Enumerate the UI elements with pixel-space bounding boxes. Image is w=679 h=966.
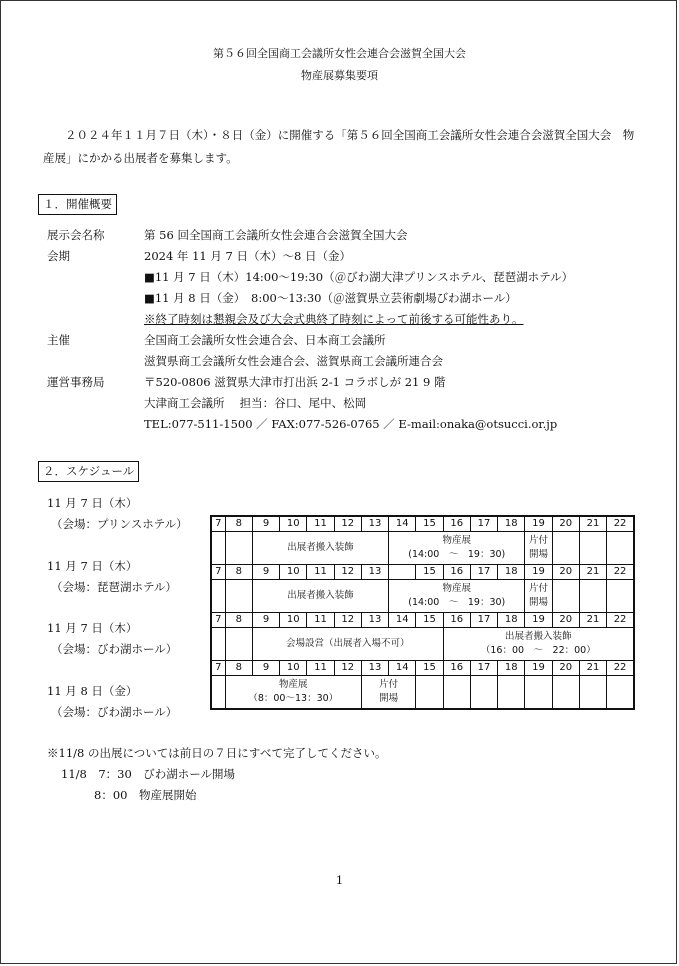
hour-cell: 12 [334, 565, 361, 580]
cleanup-label: 片付 [528, 583, 548, 594]
hour-cell: 21 [579, 661, 606, 676]
hour-cell: 18 [498, 565, 525, 580]
document-title: 第５６回全国商工会議所女性会連合会滋賀全国大会 [213, 47, 466, 60]
hour-cell: 17 [470, 613, 497, 628]
value-period-note: ※終了時刻は懇親会及び大会式典終了時刻によって前後する可能性あり。 [144, 312, 524, 326]
block2-venue: （会場：琵琶湖ホテル） [51, 580, 177, 594]
schedule-row-4 [211, 676, 634, 710]
hour-cell: 11 [307, 613, 334, 628]
cleanup-label: 片付 [528, 535, 548, 546]
document-subtitle: 物産展募集要項 [301, 69, 378, 82]
empty-slot [579, 580, 606, 613]
note-line-2: 11/8 7：30 びわ湖ホール開場 [61, 767, 236, 781]
cleanup-slot [525, 532, 552, 565]
hour-cell: 19 [525, 613, 552, 628]
schedule-row-2 [211, 580, 634, 613]
hour-cell: 8 [225, 565, 252, 580]
empty-slot [552, 532, 579, 565]
empty-slot [579, 532, 606, 565]
hour-cell: 7 [211, 613, 225, 628]
event-slot [389, 532, 525, 565]
hour-cell: 10 [280, 661, 307, 676]
value-organizer-1: 全国商工会議所女性会連合会、日本商工会議所 [144, 333, 386, 347]
hour-cell: 11 [307, 661, 334, 676]
empty-slot [416, 676, 443, 710]
value-office-address: 〒520-0806 滋賀県大津市打出浜 2-1 コラボしが 21 9 階 [144, 375, 446, 389]
event-label: 物産展 [278, 679, 308, 690]
setup-slot: 出展者搬入装飾 [252, 532, 388, 565]
hour-cell: 15 [416, 565, 443, 580]
hour-cell: 19 [525, 516, 552, 532]
hour-cell: 16 [443, 565, 470, 580]
empty-slot [225, 532, 252, 565]
empty-slot [225, 580, 252, 613]
hour-cell: 22 [607, 661, 634, 676]
hour-cell: 22 [607, 516, 634, 532]
hour-cell: 22 [607, 613, 634, 628]
hour-cell: 9 [252, 516, 279, 532]
cleanup-slot [525, 580, 552, 613]
empty-slot [607, 580, 634, 613]
value-period-day1: ■11 月 7 日（木）14:00～19:30（＠びわ湖大津プリンスホテル、琵琶湖ホテル） [144, 270, 574, 284]
hour-cell: 20 [552, 613, 579, 628]
hour-cell: 21 [579, 613, 606, 628]
hour-cell: 9 [252, 613, 279, 628]
value-period-dates: 2024 年 11 月 7 日（木）～8 日（金） [144, 249, 351, 263]
event-slot [389, 580, 525, 613]
cleanup-label: 片付 [379, 679, 399, 690]
empty-slot [225, 628, 252, 661]
empty-slot [525, 676, 552, 710]
hour-cell-empty [389, 565, 416, 580]
hour-cell: 12 [334, 661, 361, 676]
hour-cell: 13 [361, 661, 388, 676]
hour-cell: 8 [225, 661, 252, 676]
hours-row-1 [211, 516, 634, 532]
hour-cell: 8 [225, 613, 252, 628]
setup-slot: 会場設営（出展者入場不可） [252, 628, 443, 661]
empty-slot [579, 676, 606, 710]
hour-cell: 11 [307, 516, 334, 532]
value-office-contact: 大津商工会議所 担当：谷口、尾中、松岡 [144, 396, 367, 410]
hour-cell: 7 [211, 661, 225, 676]
hour-cell: 18 [498, 613, 525, 628]
hour-cell: 14 [389, 661, 416, 676]
hour-cell: 17 [470, 516, 497, 532]
value-organizer-2: 滋賀県商工会議所女性会連合会、滋賀県商工会議所連合会 [144, 354, 443, 368]
section2-heading: ２．スケジュール [38, 461, 139, 482]
empty-slot [470, 676, 497, 710]
hour-cell: 8 [225, 516, 252, 532]
hour-cell: 22 [607, 565, 634, 580]
label-organizer: 主催 [47, 333, 70, 347]
event-slot [225, 676, 361, 710]
empty-slot [211, 580, 225, 613]
empty-slot [211, 532, 225, 565]
note-line-1: ※11/8 の出展については前日の７日にすべて完了してください。 [47, 746, 387, 760]
schedule-row-1 [211, 532, 634, 565]
hour-cell: 15 [416, 661, 443, 676]
hour-cell: 16 [443, 661, 470, 676]
hour-cell: 11 [307, 565, 334, 580]
hour-cell: 7 [211, 565, 225, 580]
open-label: 開場 [528, 549, 548, 560]
hour-cell: 7 [211, 516, 225, 532]
block2-date: 11 月 7 日（木） [47, 559, 138, 573]
empty-slot [443, 676, 470, 710]
hour-cell: 14 [389, 516, 416, 532]
block1-venue: （会場：プリンスホテル） [51, 517, 188, 531]
hour-cell: 19 [525, 565, 552, 580]
label-office: 運営事務局 [47, 375, 105, 389]
block1-date: 11 月 7 日（木） [47, 496, 138, 510]
hour-cell: 19 [525, 661, 552, 676]
hour-cell: 16 [443, 613, 470, 628]
event-label: 物産展 [442, 583, 471, 594]
empty-slot [498, 676, 525, 710]
schedule-row-3 [211, 628, 634, 661]
note-line-3: 8：00 物産展開始 [94, 788, 197, 802]
hour-cell: 15 [416, 613, 443, 628]
hour-cell: 15 [416, 516, 443, 532]
label-exhibition-name: 展示会名称 [47, 228, 105, 242]
hour-cell: 10 [280, 516, 307, 532]
hour-cell: 13 [361, 565, 388, 580]
empty-slot [552, 580, 579, 613]
setup-slot: 出展者搬入装飾 [252, 580, 388, 613]
empty-slot [552, 676, 579, 710]
hour-cell: 18 [498, 661, 525, 676]
hour-cell: 12 [334, 613, 361, 628]
hour-cell: 13 [361, 613, 388, 628]
hour-cell: 21 [579, 516, 606, 532]
hours-row-2 [211, 565, 634, 580]
intro-paragraph [43, 124, 643, 170]
event-time: （8：00～13：30） [248, 693, 339, 704]
empty-slot [607, 676, 634, 710]
hour-cell: 20 [552, 565, 579, 580]
event-time: （16：00 ～ 22：00） [480, 645, 596, 656]
intro-line-2: 産展」にかかる出展者を募集します。 [43, 151, 238, 165]
hour-cell: 14 [389, 613, 416, 628]
hour-cell: 17 [470, 565, 497, 580]
hours-row-3 [211, 613, 634, 628]
hour-cell: 9 [252, 565, 279, 580]
cleanup-slot [361, 676, 416, 710]
hour-cell: 10 [280, 565, 307, 580]
event-label: 出展者搬入装飾 [505, 631, 572, 642]
event-slot [443, 628, 634, 661]
value-exhibition-name: 第 56 回全国商工会議所女性会連合会滋賀全国大会 [144, 228, 408, 242]
empty-slot [211, 676, 225, 710]
block4-venue: （会場：びわ湖ホール） [51, 705, 178, 719]
schedule-table [210, 515, 635, 710]
hour-cell: 16 [443, 516, 470, 532]
hour-cell: 20 [552, 661, 579, 676]
block3-date: 11 月 7 日（木） [47, 621, 138, 635]
empty-slot [211, 628, 225, 661]
event-time: (14:00 ～ 19：30) [408, 549, 506, 560]
value-period-day2: ■11 月 8 日（金） 8:00～13:30（＠滋賀県立芸術劇場びわ湖ホール） [144, 291, 517, 305]
hour-cell: 21 [579, 565, 606, 580]
block3-venue: （会場：びわ湖ホール） [51, 642, 178, 656]
block4-date: 11 月 8 日（金） [47, 684, 138, 698]
hour-cell: 18 [498, 516, 525, 532]
page-number: 1 [335, 873, 344, 887]
event-label: 物産展 [442, 535, 471, 546]
open-label: 開場 [528, 597, 548, 608]
hours-row-4 [211, 661, 634, 676]
empty-slot [607, 532, 634, 565]
label-period: 会期 [47, 249, 70, 263]
hour-cell: 10 [280, 613, 307, 628]
event-time: (14:00 ～ 19：30) [408, 597, 506, 608]
hour-cell: 20 [552, 516, 579, 532]
section1-heading: １．開催概要 [38, 194, 117, 215]
value-office-phone-email: TEL:077-511-1500 ／ FAX:077-526-0765 ／ E-mail:onaka@otsucci.or.jp [144, 417, 558, 431]
hour-cell: 12 [334, 516, 361, 532]
hour-cell: 17 [470, 661, 497, 676]
intro-line-1: ２０２４年１１月７日（木）・８日（金）に開催する「第５６回全国商工会議所女性会連合会滋賀全国大会 物 [65, 128, 635, 142]
open-label: 開場 [379, 693, 399, 704]
hour-cell: 13 [361, 516, 388, 532]
hour-cell: 9 [252, 661, 279, 676]
